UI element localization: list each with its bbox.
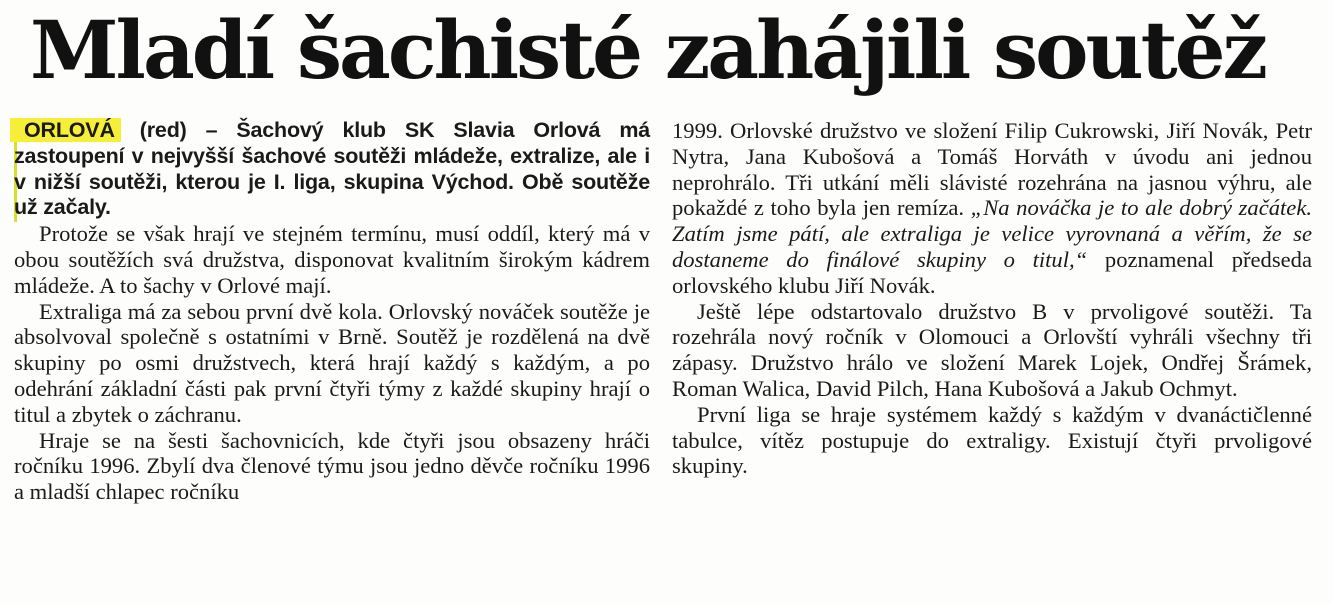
article-paragraph: Extraliga má za sebou první dvě kola. Orlovský nováček soutěže je absolvoval společně s ostatními v Brně. Soutěž je rozdělená na dvě skupiny po osmi družstvech, která hrají každý s každým, a po odehrání základní části pak první čtyři týmy z každé skupiny hrají o titul a zbytek o záchranu. (14, 298, 650, 427)
article-paragraph: Ještě lépe odstartovalo družstvo B v prvoligové soutěži. Ta rozehrála nový ročník v Olomouci a Orlovští vyhráli všechny tři zápasy. Družstvo hrálo ve složení Marek Lojek, Ondřej Šrámek, Roman Walica, David Pilch, Hana Kubošová a Jakub Ochmyt. (672, 298, 1312, 401)
article-headline: Mladí šachisté zahájili soutěž (30, 3, 1265, 97)
article-lead (14, 118, 650, 221)
article-text: 1999. Orlovské družstvo ve složení Filip Cukrowski, Jiří Novák, Petr Nytra, Jana Kubošová a Tomáš Horváth v úvodu ani jednou neprohrálo. Tři utkání měli slávisté rozehrána na jasnou výhru, ale pokaždé z toho byla jen remíza. (672, 118, 1312, 221)
article-text: poznamenal předseda orlovského klubu Jiří Novák. (672, 246, 1312, 298)
article-paragraph: Hraje se na šesti šachovnicích, kde čtyři jsou obsazeny hráči ročníku 1996. Zbylí dva členové týmu jsou jedno děvče ročníku 1996 a mladší chlapec ročníku (14, 427, 650, 505)
article-paragraph: První liga se hraje systémem každý s každým v dvanáctičlenné tabulce, vítěz postupuje do extraligy. Existují čtyři prvoligové skupiny. (672, 401, 1312, 479)
article-quote: „Na nováčka je to ale dobrý začátek. Zatím jsme pátí, ale extraliga je velice vyrovnaná a věřím, že se dostaneme do finálové skupiny o titul,“ (672, 195, 1312, 272)
article-paragraph: Protože se však hrají ve stejném termínu, musí oddíl, který má v obou soutěžích svá družstva, disponovat kvalitním širokým kádrem mládeže. A to šachy v Orlové mají. (14, 221, 650, 298)
article-column-right (672, 118, 1312, 479)
article-paragraph (672, 118, 1312, 299)
article-dateline: ORLOVÁ (10, 118, 121, 142)
article-column-left (14, 118, 650, 505)
article-lead-text: (red) – Šachový klub SK Slavia Orlová má zastoupení v nejvyšší šachové soutěži mládeže, extralize, ale i v nižší soutěži, kterou je I. liga, skupina Východ. Obě soutěže už začaly. (14, 118, 650, 220)
